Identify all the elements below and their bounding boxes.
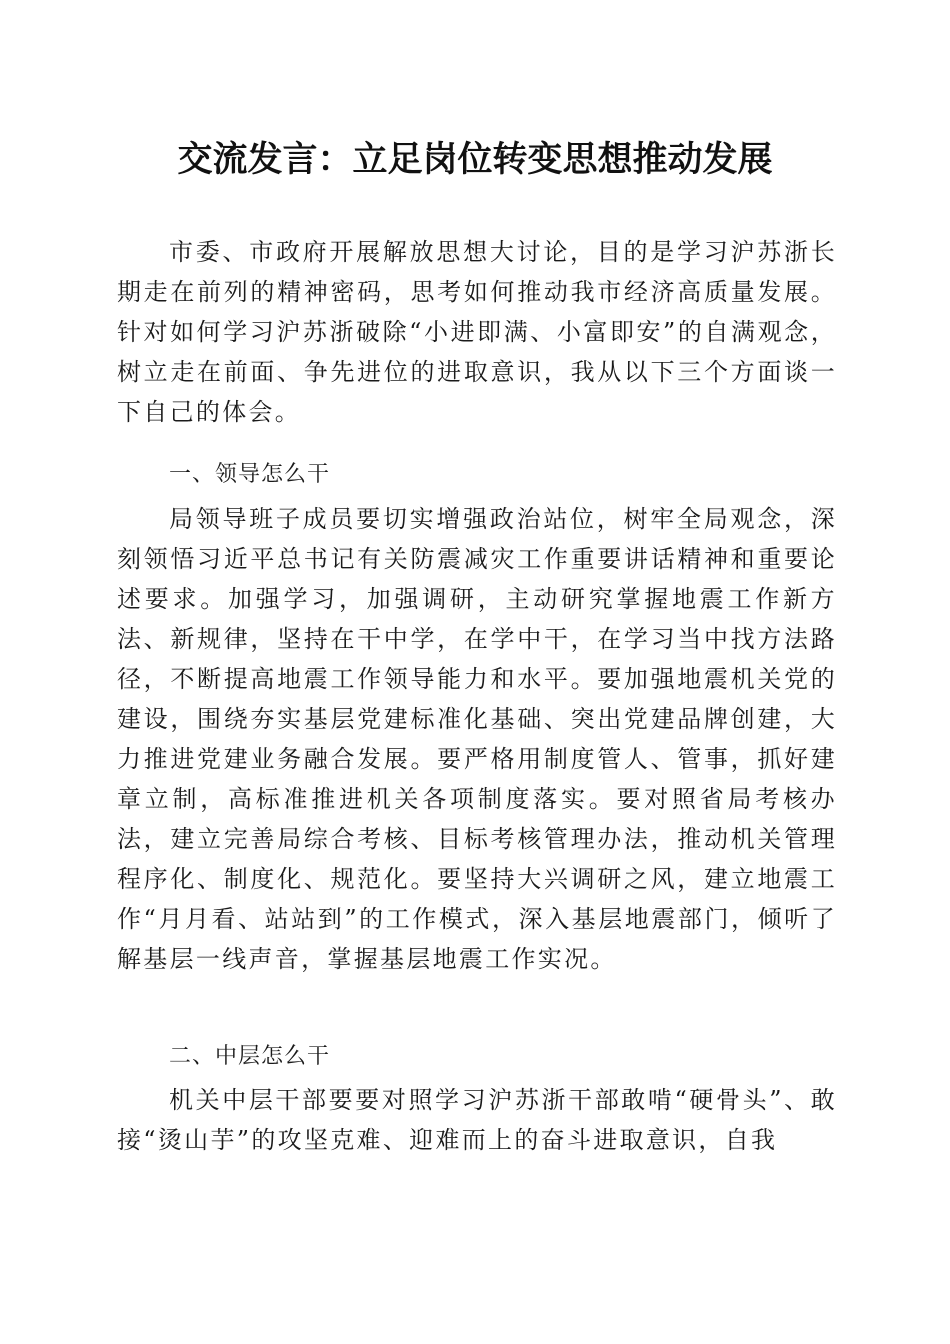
document-title: 交流发言：立足岗位转变思想推动发展 — [177, 139, 773, 180]
section-paragraph: 机关中层干部要要对照学习沪苏浙干部敢啃“硬骨头”、敢接“烫山芋”的攻坚克难、迎难而上的奋斗进取意识，自我 — [117, 1086, 837, 1154]
section-paragraph: 局领导班子成员要切实增强政治站位，树牢全局观念，深刻领悟习近平总书记有关防震减灾工作重要讲话精神和重要论述要求。加强学习，加强调研，主动研究掌握地震工作新方法、新规律，坚持在干中学，在学中干，在学习当中找方法路径，不断提高地震工作领导能力和水平。要加强地震机关党的建设，围绕夯实基层党建标准化基础、突出党建品牌创建，大力推进党建业务融合发展。要严格用制度管人、管事，抓好建章立制，高标准推进机关各项制度落实。要对照省局考核办法，建立完善局综合考核、目标考核管理办法，推动机关管理程序化、制度化、规范化。要坚持大兴调研之风，建立地震工作“月月看、站站到”的工作模式，深入基层地震部门，倾听了解基层一线声音，掌握基层地震工作实况。 — [117, 505, 837, 973]
section-1-heading-block — [117, 455, 837, 495]
section-heading: 二、中层怎么干 — [169, 1044, 331, 1069]
section-heading: 一、领导怎么干 — [169, 462, 331, 487]
section-2-heading-block — [117, 1037, 837, 1077]
intro-block — [117, 232, 837, 432]
section-2-body-block — [117, 1080, 837, 1160]
section-1-body-block — [117, 499, 837, 979]
intro-paragraph: 市委、市政府开展解放思想大讨论，目的是学习沪苏浙长期走在前列的精神密码，思考如何推动我市经济高质量发展。针对如何学习沪苏浙破除“小进即满、小富即安”的自满观念，树立走在前面、争先进位的进取意识，我从以下三个方面谈一下自己的体会。 — [117, 238, 837, 426]
